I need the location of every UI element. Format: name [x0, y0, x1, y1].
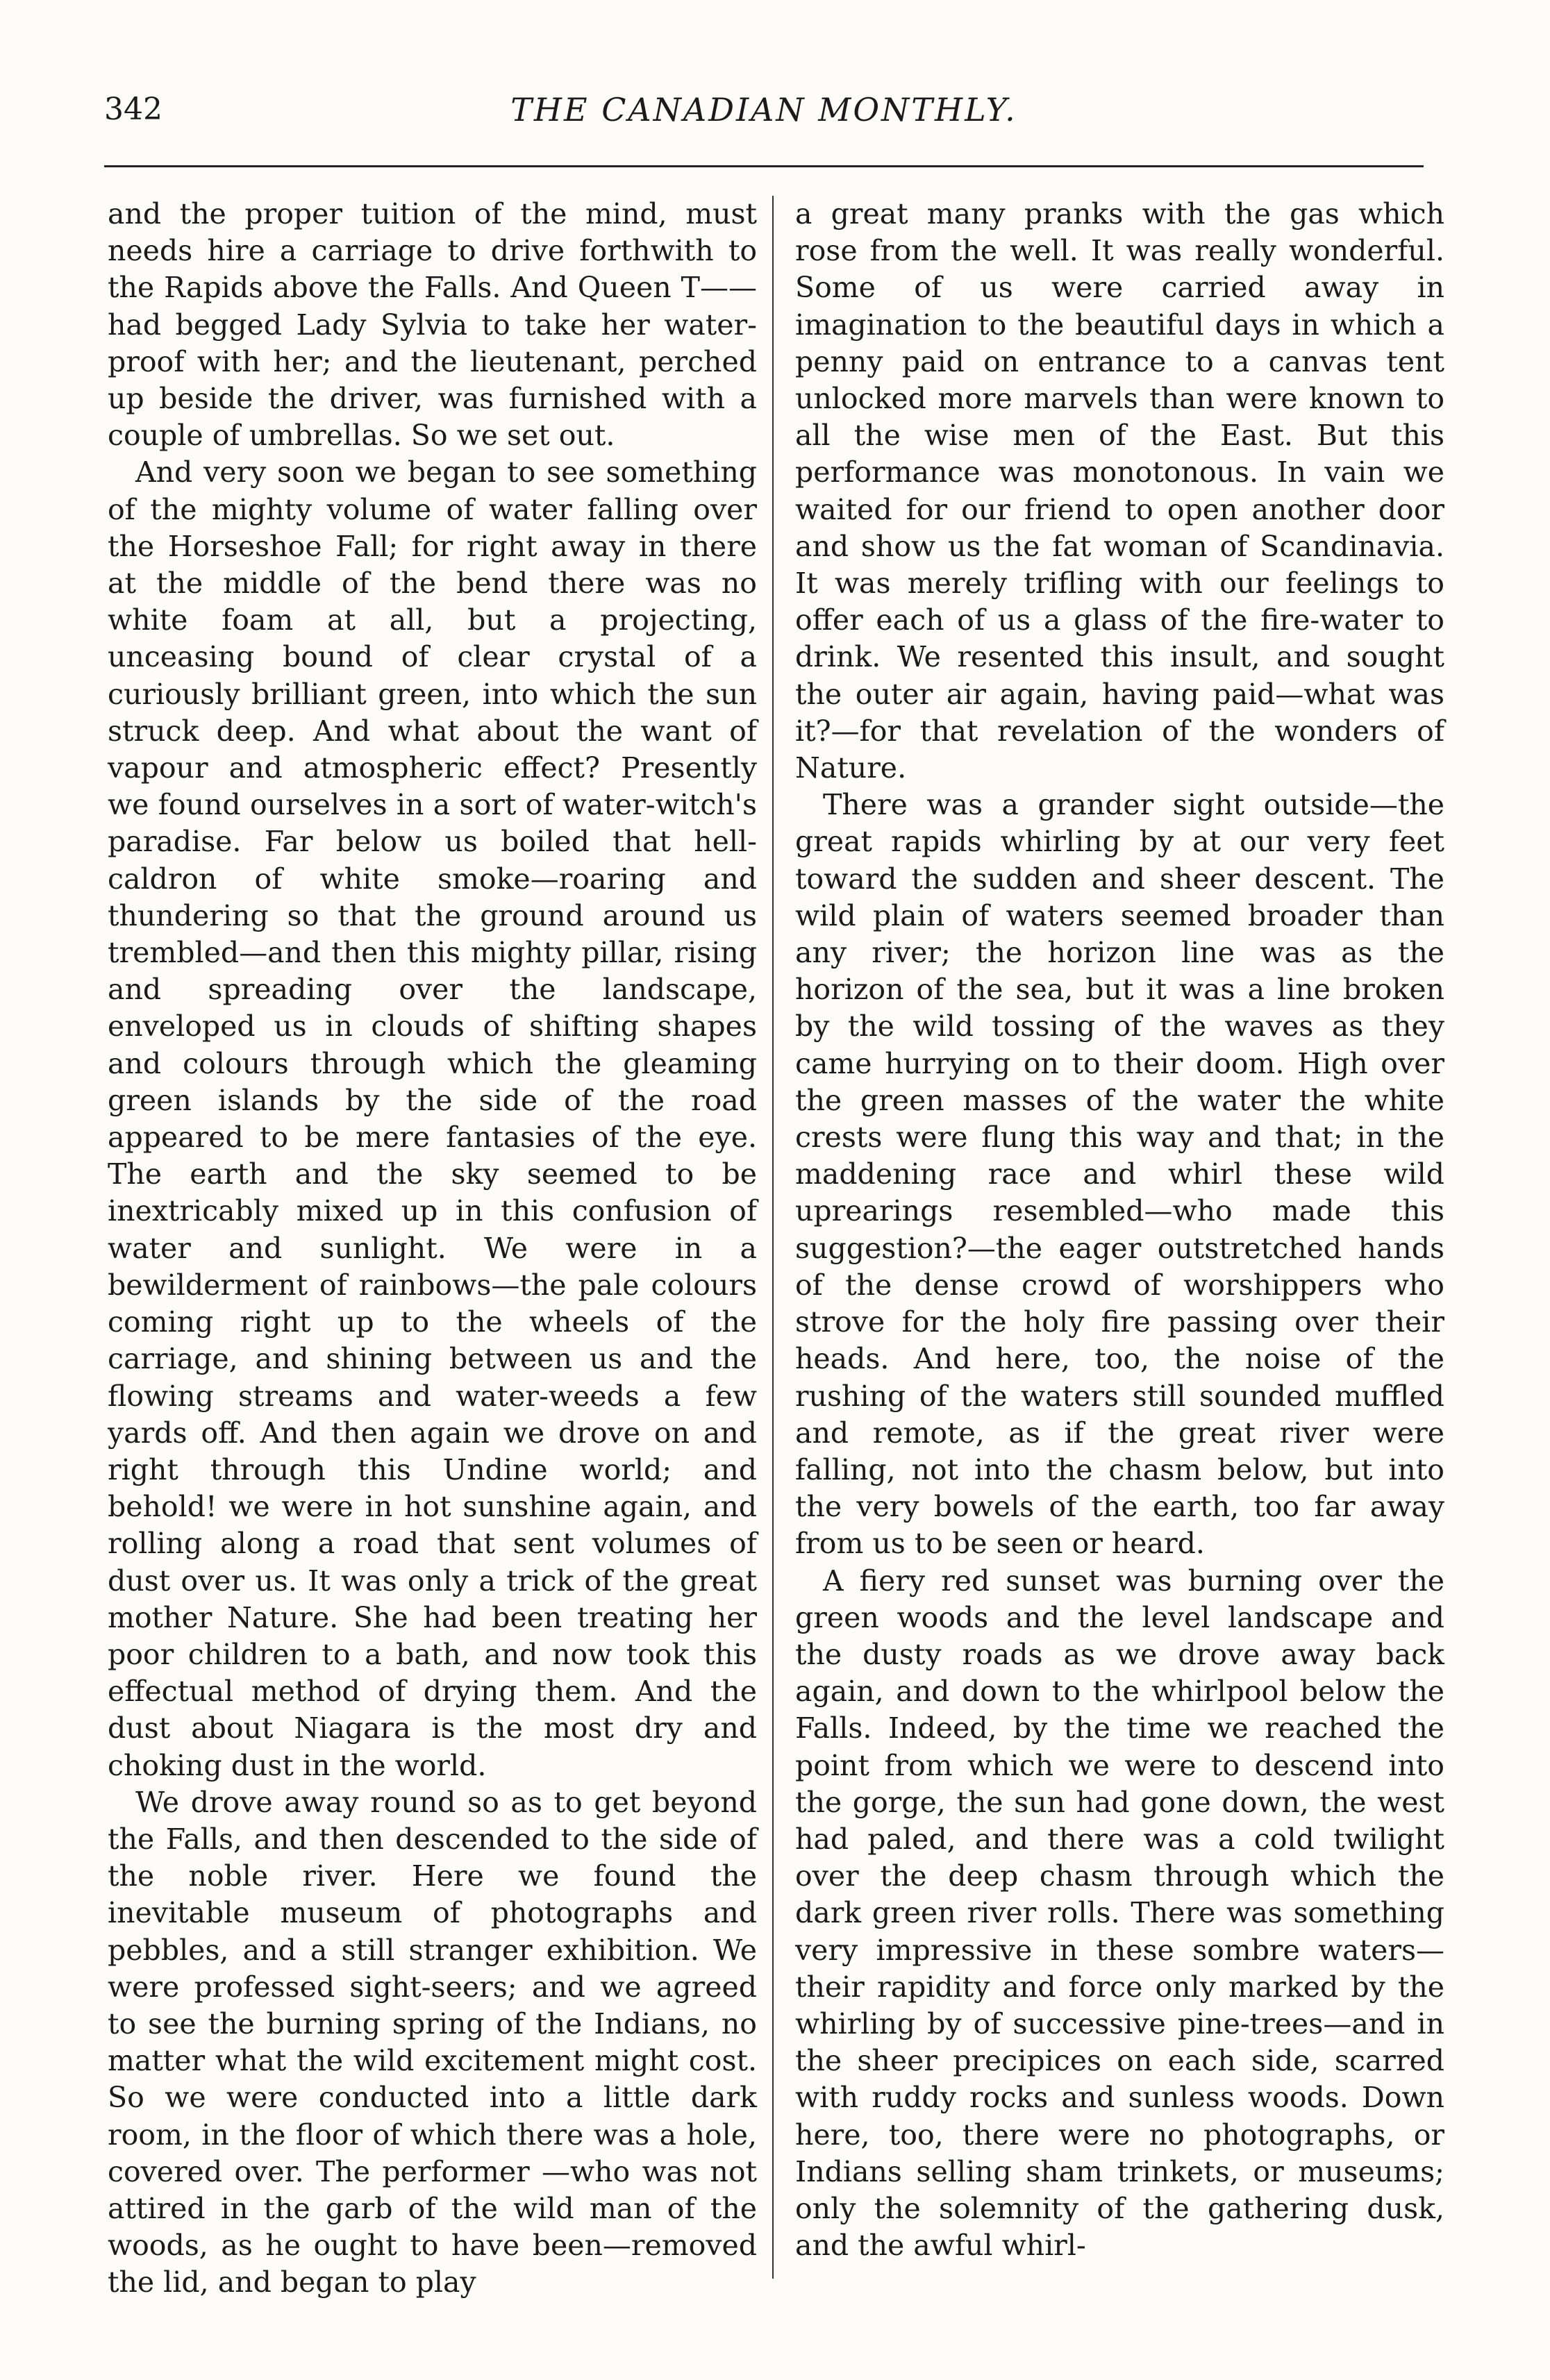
- page-header: [104, 89, 1424, 137]
- column-divider: [772, 196, 774, 2279]
- paragraph: a great many pranks with the gas which rose from the well. It was really wonderful. Some of us were carried away in imagination to the beautiful days in which a penny paid on entrance to a canvas tent unlocked more marvels than were known to all the wise men of the East. But this performance was monotonous. In vain we waited for our friend to open another door and show us the fat woman of Scandinavia. It was merely trifling with our feelings to offer each of us a glass of the fire-water to drink. We resented this insult, and sought the outer air again, having paid—what was it?—for that revelation of the wonders of Nature.: [795, 197, 1444, 785]
- paragraph: A fiery red sunset was burning over the green woods and the level landscape and the dusty roads as we drove away back again, and down to the whirlpool below the Falls. Indeed, by the time we reached the point from which we were to descend into the gorge, the sun had gone down, the west had paled, and there was a cold twilight over the deep chasm through which the dark green river rolls. There was something very impressive in these sombre waters—their rapidity and force only marked by the whirling by of successive pine-trees—and in the sheer precipices on each side, scarred with ruddy rocks and sunless woods. Down here, too, there were no photographs, or Indians selling sham trinkets, or museums; only the solemnity of the gathering dusk, and the awful whirl-: [795, 1564, 1444, 2263]
- left-column: [108, 196, 757, 2302]
- page-number: 342: [104, 92, 162, 127]
- running-title: THE CANADIAN MONTHLY.: [510, 91, 1017, 128]
- paragraph: There was a grander sight outside—the great rapids whirling by at our very feet toward the sudden and sheer descent. The wild plain of waters seemed broader than any river; the horizon line was as the horizon of the sea, but it was a line broken by the wild tossing of the waves as they came hurrying on to their doom. High over the green masses of the water the white crests were flung this way and that; in the maddening race and whirl these wild uprearings resembled—who made this suggestion?—the eager outstretched hands of the dense crowd of worshippers who strove for the holy fire passing over their heads. And here, too, the noise of the rushing of the waters still sounded muffled and remote, as if the great river were falling, not into the chasm below, but into the very bowels of the earth, too far away from us to be seen or heard.: [795, 788, 1444, 1561]
- paragraph: and the proper tuition of the mind, must needs hire a carriage to drive forthwith to the Rapids above the Falls. And Queen T——had begged Lady Sylvia to take her water-proof with her; and the lieutenant, perched up beside the driver, was furnished with a couple of umbrellas. So we set out.: [108, 197, 757, 453]
- paragraph: And very soon we began to see something of the mighty volume of water falling over the Horseshoe Fall; for right away in there at the middle of the bend there was no white foam at all, but a projecting, unceasing bound of clear crystal of a curiously brilliant green, into which the sun struck deep. And what about the want of vapour and atmospheric effect? Presently we found ourselves in a sort of water-witch's paradise. Far below us boiled that hell-caldron of white smoke—roaring and thundering so that the ground around us trembled—and then this mighty pillar, rising and spreading over the landscape, enveloped us in clouds of shifting shapes and colours through which the gleaming green islands by the side of the road appeared to be mere fantasies of the eye. The earth and the sky seemed to be inextricably mixed up in this confusion of water and sunlight. We were in a bewilderment of rainbows—the pale colours coming right up to the wheels of the carriage, and shining between us and the flowing streams and water-weeds a few yards off. And then again we drove on and right through this Undine world; and behold! we were in hot sunshine again, and rolling along a road that sent volumes of dust over us. It was only a trick of the great mother Nature. She had been treating her poor children to a bath, and now took this effectual method of drying them. And the dust about Niagara is the most dry and choking dust in the world.: [108, 455, 757, 1782]
- header-rule: [104, 165, 1424, 167]
- right-column: [795, 196, 1444, 2264]
- paragraph: We drove away round so as to get beyond the Falls, and then descended to the side of the noble river. Here we found the inevitable museum of photographs and pebbles, and a still stranger exhibition. We were professed sight-seers; and we agreed to see the burning spring of the Indians, no matter what the wild excitement might cost. So we were conducted into a little dark room, in the floor of which there was a hole, covered over. The performer —who was not attired in the garb of the wild man of the woods, as he ought to have been—removed the lid, and began to play: [108, 1785, 757, 2299]
